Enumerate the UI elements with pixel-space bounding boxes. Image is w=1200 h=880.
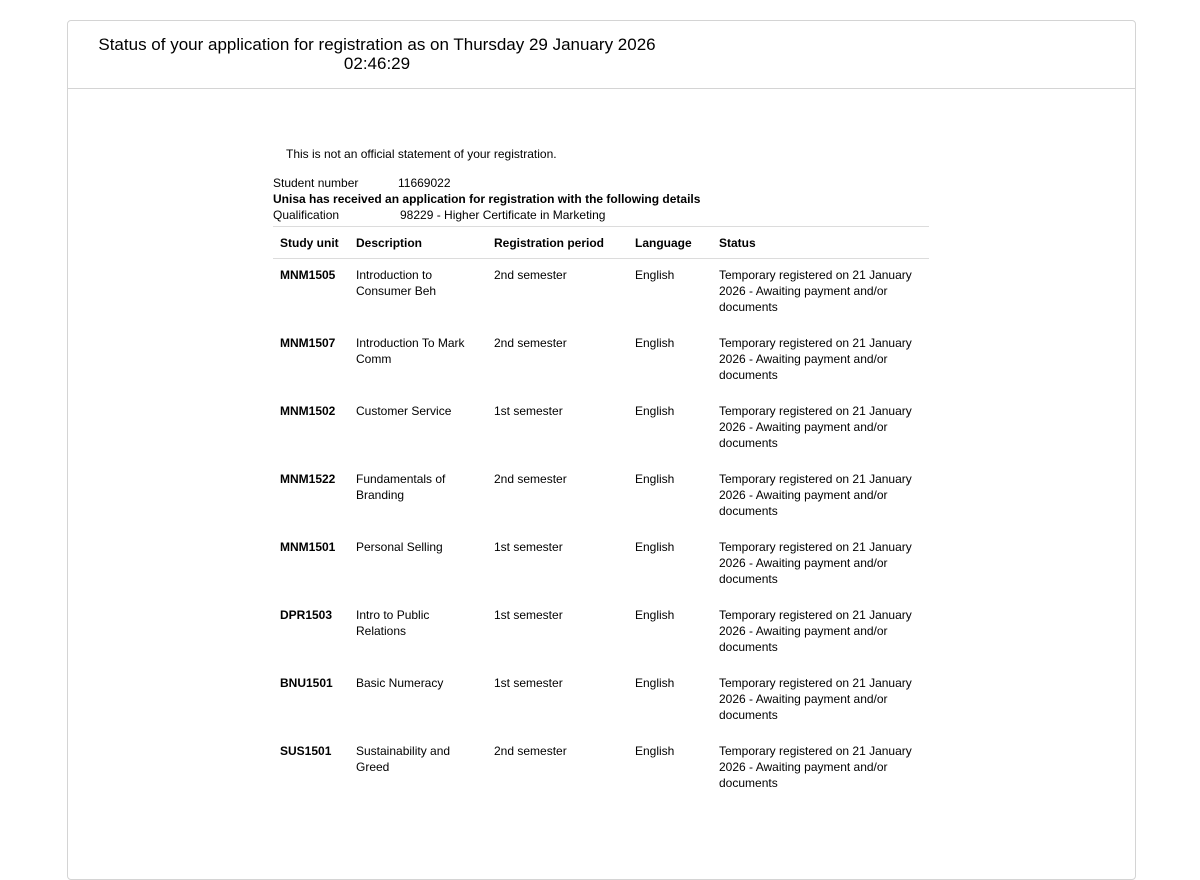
application-notice: Unisa has received an application for registration with the following details bbox=[273, 192, 701, 206]
table-row bbox=[273, 395, 929, 463]
study-unit-description: Customer Service bbox=[356, 403, 452, 418]
study-unit-code: MNM1522 bbox=[280, 471, 336, 486]
language: English bbox=[635, 743, 675, 758]
registration-period: 2nd semester bbox=[494, 743, 567, 758]
table-row bbox=[273, 259, 929, 327]
language: English bbox=[635, 471, 675, 486]
study-units-table bbox=[273, 226, 929, 803]
registration-details bbox=[273, 146, 933, 803]
registration-period: 1st semester bbox=[494, 675, 563, 690]
registration-status: Temporary registered on 21 January 2026 - Awaiting payment and/or documents bbox=[719, 743, 912, 790]
column-header: Registration period bbox=[487, 227, 628, 259]
language: English bbox=[635, 675, 675, 690]
qualification-row bbox=[273, 207, 933, 223]
study-unit-code: MNM1507 bbox=[280, 335, 336, 350]
study-unit-description: Introduction To Mark Comm bbox=[356, 335, 465, 366]
language: English bbox=[635, 607, 675, 622]
registration-period: 2nd semester bbox=[494, 268, 567, 282]
student-number-label: Student number bbox=[273, 176, 359, 190]
registration-status: Temporary registered on 21 January 2026 - Awaiting payment and/or documents bbox=[719, 335, 912, 382]
study-unit-description: Introduction to Consumer Beh bbox=[356, 268, 437, 298]
study-unit-description: Sustainability and Greed bbox=[356, 743, 451, 774]
registration-status: Temporary registered on 21 January 2026 - Awaiting payment and/or documents bbox=[719, 403, 912, 450]
study-unit-code: BNU1501 bbox=[280, 675, 333, 690]
study-unit-code: MNM1501 bbox=[280, 539, 336, 554]
study-unit-code: MNM1505 bbox=[280, 268, 336, 282]
language: English bbox=[635, 268, 675, 282]
language: English bbox=[635, 335, 675, 350]
table-row bbox=[273, 531, 929, 599]
study-unit-code: DPR1503 bbox=[280, 607, 333, 622]
registration-period: 2nd semester bbox=[494, 335, 567, 350]
registration-status: Temporary registered on 21 January 2026 - Awaiting payment and/or documents bbox=[719, 607, 912, 654]
registration-status: Temporary registered on 21 January 2026 - Awaiting payment and/or documents bbox=[719, 268, 912, 314]
registration-period: 1st semester bbox=[494, 607, 563, 622]
table-row bbox=[273, 327, 929, 395]
language: English bbox=[635, 539, 675, 554]
table-header-row bbox=[273, 227, 929, 259]
student-number-row bbox=[273, 175, 933, 191]
study-unit-description: Personal Selling bbox=[356, 539, 443, 554]
study-unit-description: Basic Numeracy bbox=[356, 675, 444, 690]
column-header: Status bbox=[712, 227, 929, 259]
table-row bbox=[273, 735, 929, 803]
qualification-value: 98229 - Higher Certificate in Marketing bbox=[400, 208, 606, 222]
student-meta bbox=[273, 175, 933, 223]
registration-period: 2nd semester bbox=[494, 471, 567, 486]
page-title: Status of your application for registration as on Thursday 29 January 2026 02:46:29 bbox=[98, 35, 656, 73]
column-header: Language bbox=[628, 227, 712, 259]
panel-heading bbox=[68, 21, 1135, 89]
registration-period: 1st semester bbox=[494, 403, 563, 418]
qualification-label: Qualification bbox=[273, 208, 340, 222]
column-header: Description bbox=[349, 227, 487, 259]
registration-period: 1st semester bbox=[494, 539, 563, 554]
registration-status: Temporary registered on 21 January 2026 - Awaiting payment and/or documents bbox=[719, 675, 912, 722]
study-unit-code: SUS1501 bbox=[280, 743, 332, 758]
study-unit-code: MNM1502 bbox=[280, 403, 336, 418]
table-row bbox=[273, 599, 929, 667]
disclaimer-text: This is not an official statement of your registration. bbox=[286, 147, 557, 161]
study-unit-description: Intro to Public Relations bbox=[356, 607, 430, 638]
table-row bbox=[273, 667, 929, 735]
column-header: Study unit bbox=[273, 227, 349, 259]
language: English bbox=[635, 403, 675, 418]
registration-status: Temporary registered on 21 January 2026 - Awaiting payment and/or documents bbox=[719, 539, 912, 586]
study-unit-description: Fundamentals of Branding bbox=[356, 471, 446, 502]
table-row bbox=[273, 463, 929, 531]
registration-status: Temporary registered on 21 January 2026 - Awaiting payment and/or documents bbox=[719, 471, 912, 518]
student-number-value: 11669022 bbox=[398, 176, 451, 190]
